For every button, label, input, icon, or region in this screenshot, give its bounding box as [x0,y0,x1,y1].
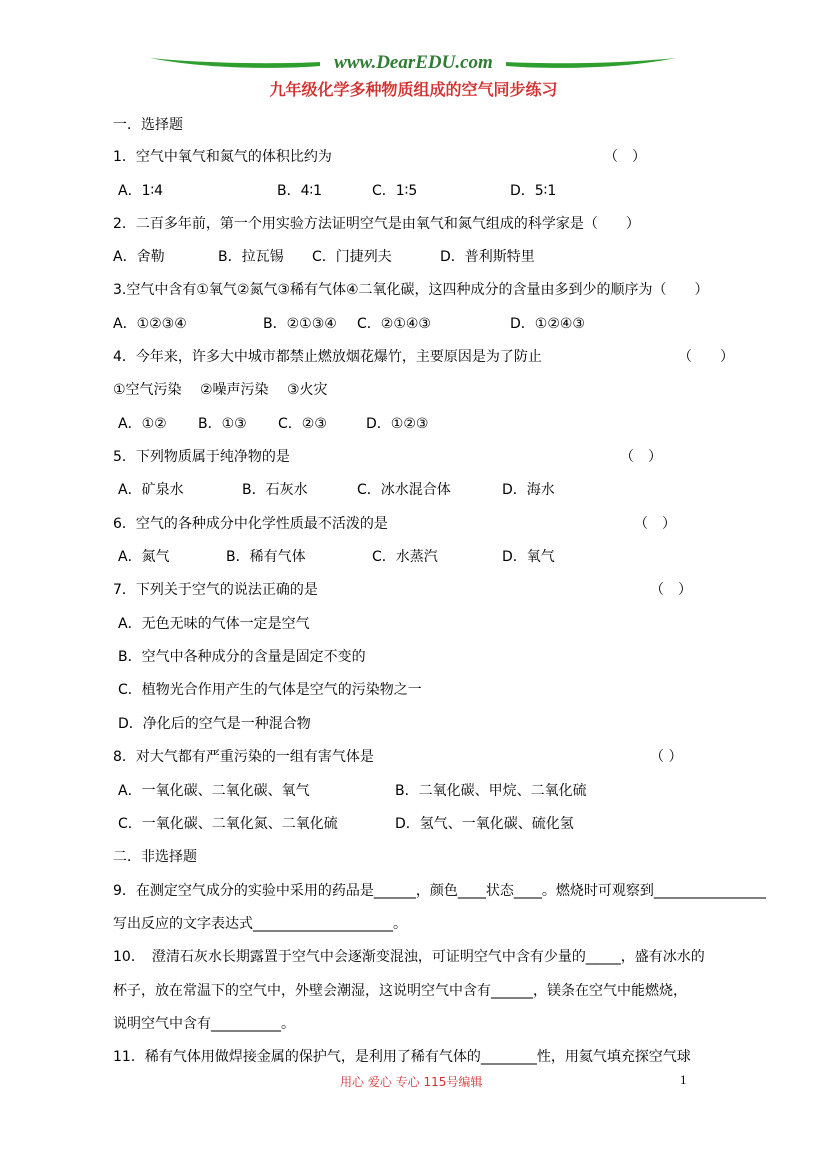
option-b: B．石灰水 [242,482,308,498]
option-b: B．①③ [198,416,247,432]
footer-text: 用心 爱心 专心 115号编辑 [340,1075,483,1089]
option-a: A．氮气 [118,549,170,565]
page-number: 1 [680,1072,687,1087]
section-heading: 二．非选择题 [113,849,197,865]
option-a: A．1∶4 [118,183,164,199]
option-d: D．氧气 [502,549,555,565]
option-c: C．②①④③ [357,316,431,332]
option-c: C．植物光合作用产生的气体是空气的污染物之一 [118,682,422,698]
question-stem: 6．空气的各种成分中化学性质最不活泼的是 [113,516,388,532]
option-d: D．普利斯特里 [440,249,535,265]
option-c: C．②③ [278,416,327,432]
question-line: 杯子，放在常温下的空气中，外壁会潮湿，这说明空气中含有______，镁条在空气中能燃烧， [113,983,687,999]
page-title: 九年级化学多种物质组成的空气同步练习 [269,80,558,99]
question-stem: 2．二百多年前，第一个用实验方法证明空气是由氧气和氮气组成的科学家是（ ） [113,216,640,232]
question-stem: 8．对大气都有严重污染的一组有害气体是 [113,749,374,765]
option-d: D．5∶1 [510,183,557,199]
question-line: 写出反应的文字表达式____________________。 [113,916,407,932]
option-d: D．①②③ [366,416,429,432]
option-a: A．无色无味的气体一定是空气 [118,616,310,632]
option-b: B．拉瓦锡 [218,249,284,265]
option-a: A．①② [118,416,167,432]
section-heading: 一．选择题 [113,117,183,133]
answer-paren: （ ） [650,749,683,765]
question-line: 说明空气中含有__________。 [113,1016,295,1032]
question-stem: 11．稀有气体用做焊接金属的保护气，是利用了稀有气体的________性，用氦气填充探空气球 [113,1049,691,1065]
option-a: A．①②③④ [113,316,187,332]
option-d: D．海水 [502,482,555,498]
option-b: B．空气中各种成分的含量是固定不变的 [118,649,366,665]
site-logo-text: www.DearEDU.com [334,52,493,73]
question-stem: 7．下列关于空气的说法正确的是 [113,582,318,598]
option-c: C．冰水混合体 [357,482,451,498]
answer-paren: （ ） [650,582,692,598]
option-b: B．二氧化碳、甲烷、二氧化硫 [395,783,587,799]
option-b: B．②①③④ [263,316,337,332]
answer-paren: （ ） [678,349,734,365]
question-stem: 9．在测定空气成分的实验中采用的药品是______，颜色____状态____。燃烧时可观察到________________ [113,883,766,899]
option-c: C．门捷列夫 [312,249,392,265]
option-d: D．①②④③ [510,316,585,332]
answer-paren: （ ） [620,449,662,465]
option-c: C．1∶5 [372,183,418,199]
option-c: C．水蒸汽 [372,549,438,565]
option-c: C．一氧化碳、二氧化氮、二氧化硫 [118,816,338,832]
option-a: A．矿泉水 [118,482,184,498]
option-b: B．稀有气体 [226,549,306,565]
answer-paren: （ ） [634,516,676,532]
question-stem: 1．空气中氧气和氮气的体积比约为 [113,149,332,165]
option-d: D．净化后的空气是一种混合物 [118,716,311,732]
question-stem: 10． 澄清石灰水长期露置于空气中会逐渐变混浊，可证明空气中含有少量的_____，盛有冰水的 [113,949,705,965]
question-stem: 3.空气中含有①氧气②氮气③稀有气体④二氧化碳，这四种成分的含量由多到少的顺序为（ ） [113,282,709,298]
question-stem: 5．下列物质属于纯净物的是 [113,449,290,465]
question-stem: 4．今年来，许多大中城市都禁止燃放烟花爆竹，主要原因是为了防止 [113,349,542,365]
option-a: A．一氧化碳、二氧化碳、氧气 [118,783,310,799]
question-items: ①空气污染 ②噪声污染 ③火灾 [113,382,328,398]
option-b: B．4∶1 [277,183,323,199]
option-a: A．舍勒 [113,249,165,265]
option-d: D．氢气、一氧化碳、硫化氢 [395,816,574,832]
answer-paren: （ ） [604,149,646,165]
